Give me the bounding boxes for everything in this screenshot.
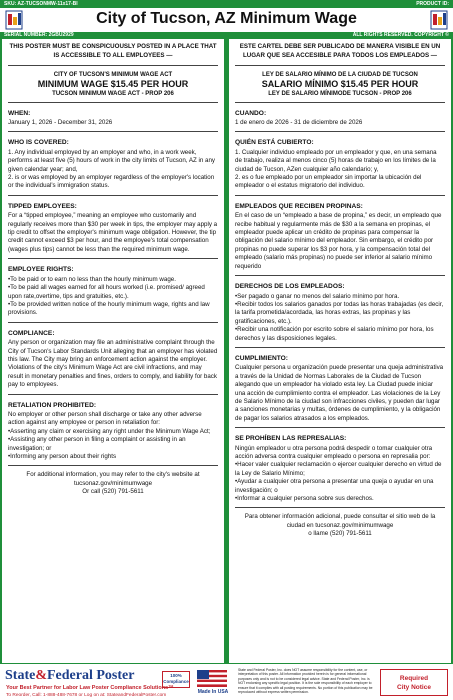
section-heading-rights: DERECHOS DE LOS EMPLEADOS:	[235, 283, 345, 291]
section-heading-rights: EMPLOYEE RIGHTS:	[8, 266, 74, 274]
rights-item: •To be paid all wages earned for all hours worked (i.e. promised/ agreed upon rate,overtime, tips and gratuities, etc.).	[8, 284, 205, 300]
divider	[8, 465, 218, 466]
covered-item: 1. Any individual employed by an employer and who, in a work week, performs at least five (5) hours of work in the city limits of Tucson, AZ in any given calendar year; and,	[8, 148, 216, 173]
tipped-text: For a “tipped employee,” meaning an employee who customarily and regularly receives more than $30 per week in tips, the employer may apply a tip credit to offset the employer's minimum wage obligation. However, the tip credit cannot exceed $3 per hour, and the employee's total compensation (wages plus tips) cannot be less than the required minimum wage.	[8, 212, 218, 253]
info-website: tucsonaz.gov/minimumwage	[73, 479, 153, 487]
divider	[235, 195, 445, 196]
required-notice-badge	[380, 669, 448, 696]
info-phone: o llame (520) 791-5611	[308, 530, 372, 538]
act-name: CITY OF TUCSON'S MINIMUM WAGE ACT	[53, 71, 173, 78]
publisher-tagline: Your Best Partner for Labor Law Poster Compliance Solutions™	[6, 685, 174, 691]
required-label: Required	[399, 675, 429, 682]
us-flag-icon	[197, 670, 227, 687]
section-heading-covered: QUIÉN ESTÁ CUBIERTO:	[235, 139, 314, 147]
poster-footer	[0, 663, 453, 700]
serial-bar	[0, 32, 453, 39]
poster-logo-icon	[430, 10, 448, 30]
product-id-label: PRODUCT ID:	[416, 1, 449, 7]
divider	[8, 195, 218, 196]
effective-dates: January 1, 2026 - December 31, 2026	[8, 119, 113, 126]
brand-part: Federal Poster	[47, 668, 135, 683]
divider	[235, 427, 445, 428]
divider	[8, 258, 218, 259]
section-heading-retaliation: RETALIATION PROHIBITED:	[8, 401, 97, 409]
page-title: City of Tucson, AZ Minimum Wage	[96, 10, 357, 27]
rights-item: •To be provided written notice of the hourly minimum wage, rights and law provisions.	[8, 300, 210, 317]
tipped-text: En el caso de un “empleado a base de propina,” es decir, un empleado que recibe habitual y regularmente más de $30 a la semana en propinas, el empleador puede aplicar un crédito de propinas para compensar la obligación del salario mínimo del empleador. Sin embargo, el crédito por propinas no puede superar los $3 por hora, y la compensación total del empleado (salario más propinas) no puede ser inferior al salario mínimo requerido	[235, 212, 442, 270]
poster-header	[0, 8, 453, 32]
compliance-text: Any person or organization may file an administrative complaint through the City of Tucson's Labor Standards Unit alleging that an employer has violated this law. The City may bring an enforcement action against the employer. Violations of the city's Minimum Wage Act are civil infractions, and may result in monetary penalties and fines, orders to comply, and liability for back pay to employees.	[8, 339, 218, 389]
divider	[235, 507, 445, 508]
retaliation-item: •Hacer valer cualquier reclamación o ejercer cualquier derecho en virtud de la Ley de Salario Mínimo;	[235, 461, 442, 477]
spanish-column	[229, 39, 451, 663]
section-heading-compliance: COMPLIANCE:	[8, 329, 55, 337]
copyright-notice: ALL RIGHTS RESERVED. COPYRIGHT ©	[352, 32, 449, 38]
publisher-disclaimer: State and Federal Poster, Inc. does NOT assume responsibility for the content, use, or interpretation of this poster. All information provided herein is for general informational purposes only and is not to be considered legal advice. State and Federal Poster, Inc. is NOT endorsing any specific legal position. It is the sole responsibility of each employer to ensure that it complies with all posting requirements. No portion of this publication may be reproduced without express written permission.	[238, 668, 373, 695]
effective-dates: 1 de enero de 2026 - 31 de diciembre de 2026	[235, 119, 363, 126]
city-notice-label: City Notice	[397, 684, 431, 691]
retaliation-item: •Asserting any claim or exercising any right under the Minimum Wage Act;	[8, 427, 211, 435]
divider	[8, 394, 218, 395]
retaliation-text: Ningún empleador u otra persona podrá despedir o tomar cualquier otra acción adversa contra cualquier empleado o persona en represalia por:	[235, 444, 433, 460]
top-info-bar	[0, 0, 453, 8]
rights-item: •Recibir una notificación por escrito sobre el salario mínimo por hora, los derechos y las disposiciones legales.	[235, 326, 434, 342]
act-prop: TUCSON MINIMUM WAGE ACT - PROP 206	[52, 90, 174, 97]
section-heading-tipped: EMPLEADOS QUE RECIBEN PROPINAS:	[235, 202, 363, 210]
covered-item: 2. is or was employed by an employer regardless of the employer's location or the individual's immigration status.	[8, 174, 215, 190]
section-heading-retaliation: SE PROHÍBEN LAS REPRESALIAS:	[235, 435, 347, 443]
posting-notice: ESTE CARTEL DEBE SER PUBLICADO DE MANERA VISIBLE EN UN LUGAR QUE SEA ACCESIBLE PARA TODOS LOS EMPLEADOS —	[239, 43, 441, 59]
retaliation-text: No employer or other person shall discharge or take any other adverse action against any employee or person in retaliation for:	[8, 410, 202, 427]
divider	[235, 102, 445, 103]
sku-label: SKU: AZ-TUCSONMW-11x17-BI	[4, 1, 78, 7]
divider	[235, 275, 445, 276]
section-heading-covered: WHO IS COVERED:	[8, 139, 69, 147]
section-heading-tipped: TIPPED EMPLOYEES:	[8, 202, 77, 210]
made-in-usa-badge	[193, 670, 233, 698]
divider	[8, 131, 218, 132]
divider	[235, 131, 445, 132]
divider	[8, 322, 218, 323]
serial-number: SERIAL NUMBER: 2GBU2929	[4, 32, 74, 38]
rights-item: •Recibir todos los salarios ganados por todas las horas trabajadas (es decir, la tarifa prometida/acordada, las horas extras, las propinas y las gratificaciones, etc.).	[235, 300, 444, 325]
minimum-wage-rate: SALARIO MÍNIMO $15.45 PER HOUR	[261, 78, 419, 89]
covered-item: 2. es o fue empleado por un empleador sin importar la ubicación del empleador o el estatus migratorio del individuo.	[235, 174, 422, 190]
made-in-usa-label: Made In USA	[197, 689, 229, 695]
info-text: For additional information, you may refer to the city's website at	[26, 471, 200, 479]
retaliation-item: •Informar a cualquier persona sobre sus derechos.	[235, 495, 374, 503]
retaliation-item: •Informing any person about their rights	[8, 453, 117, 460]
posting-notice: THIS POSTER MUST BE CONSPICUOUSLY POSTED IN A PLACE THAT IS ACCESSIBLE TO ALL EMPLOYEES —	[9, 43, 217, 59]
info-phone: Or call (520) 791-5611	[82, 488, 144, 496]
divider	[235, 65, 445, 66]
compliance-text: Cualquier persona u organización puede presentar una queja administrativa a través de la Unidad de Normas Laborales de la Ciudad de Tucson alegando que un empleador ha violado esta ley. La Ciudad puede iniciar una acción de cumplimiento contra el empleador. Las violaciones de la Ley de Salario Mínimo de la ciudad son infracciones civiles, y pueden dar lugar a sanciones monetarias y multas, órdenes de cumplimiento, y la obligación de pagar los salarios atrasados a los empleados.	[235, 364, 444, 422]
compliance-badge: 100% Compliance	[162, 671, 190, 688]
act-prop: LEY DE SALARIO MÍNIMODE TUCSON - PROP 206	[268, 90, 412, 97]
english-column	[2, 39, 224, 663]
brand-ampersand: &	[35, 668, 47, 683]
minimum-wage-rate: MINIMUM WAGE $15.45 PER HOUR	[37, 78, 189, 89]
rights-item: •Ser pagado o ganar no menos del salario mínimo por hora.	[235, 292, 400, 300]
section-heading-compliance: CUMPLIMIENTO:	[235, 354, 288, 362]
covered-item: 1. Cualquier individuo empleado por un empleador y que, en una semana de trabajo, realiza al menos cinco (5) horas de trabajo en los límites de la ciudad de Tucson, AZen cualquier año calendario; y,	[235, 148, 437, 173]
divider	[235, 347, 445, 348]
publisher-brand	[5, 668, 134, 684]
info-text: Para obtener información adicional, puede consultar el sitio web de la ciudad en tucsonaz.gov/minimumwage	[244, 513, 436, 529]
retaliation-item: •Assisting any other person in filing a complaint or assisting in an investigation; or	[8, 436, 186, 452]
act-name: LEY DE SALARIO MÍNIMO DE LA CIUDAD DE TUCSON	[262, 71, 418, 78]
section-heading-when: CUANDO:	[235, 109, 267, 117]
brand-part: State	[5, 668, 36, 683]
divider	[8, 65, 218, 66]
reorder-contact: To Reorder, Call: 1-888-488-7678 or Log on at: StateandFederalPoster.com	[6, 693, 167, 698]
rights-item: •To be paid or to earn no less than the hourly minimum wage.	[8, 275, 176, 283]
retaliation-item: •Ayudar a cualquier otra persona a presentar una queja o ayudar en una investigación; o	[235, 478, 434, 494]
divider	[8, 102, 218, 103]
section-heading-when: WHEN:	[8, 109, 31, 117]
